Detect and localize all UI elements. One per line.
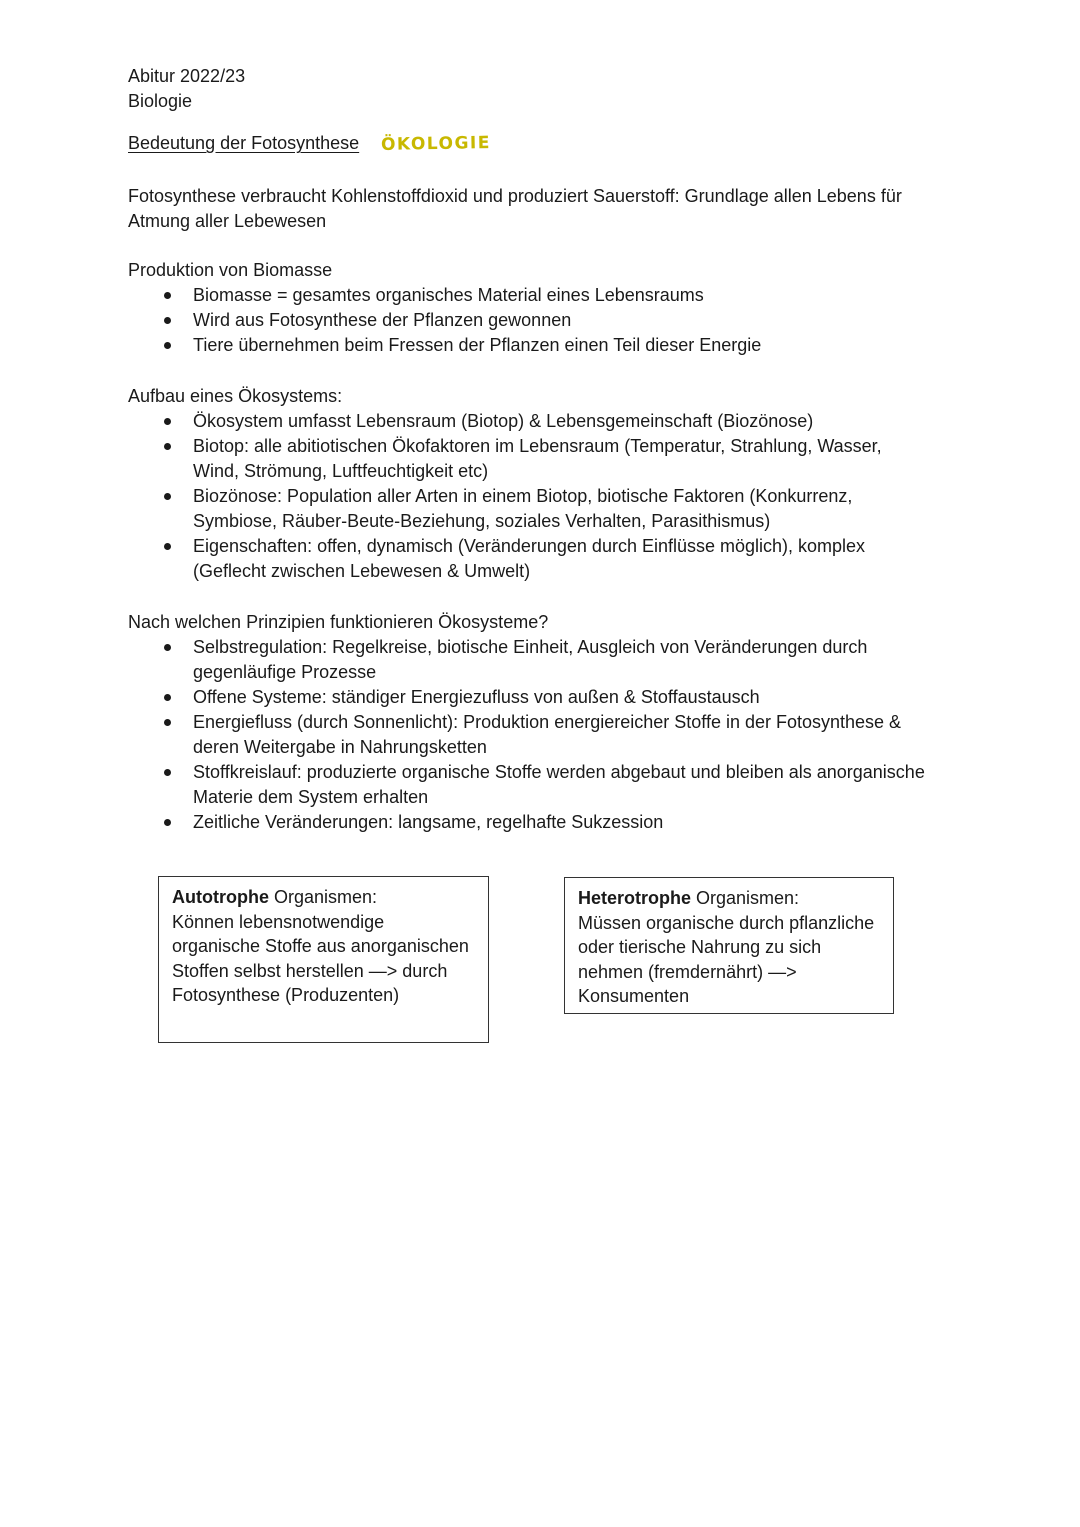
box-line: Müssen organische durch pflanzliche	[578, 912, 875, 933]
box-heading-rest: Organismen:	[268, 887, 378, 907]
list-item-text: Eigenschaften: offen, dynamisch (Veränderungen durch Einflüsse möglich), komplex	[193, 536, 866, 556]
list-item	[128, 685, 958, 710]
list-item-text: Ökosystem umfasst Lebensraum (Biotop) & Lebensgemeinschaft (Biozönose)	[193, 411, 814, 431]
list-item	[128, 409, 958, 434]
intro-line: Atmung aller Lebewesen	[128, 211, 327, 231]
list-item	[128, 760, 958, 810]
document-page	[128, 64, 958, 835]
list-item	[128, 534, 958, 584]
list-item	[128, 635, 958, 685]
list-item-text: deren Weitergabe in Nahrungsketten	[193, 737, 487, 757]
list-item-text: Tiere übernehmen beim Fressen der Pflanzen einen Teil dieser Energie	[193, 335, 762, 355]
box-line: Können lebensnotwendige	[172, 911, 385, 932]
box-heading-bold: Heterotrophe	[578, 888, 692, 908]
section-prinzipien	[128, 610, 958, 835]
section-heading: Nach welchen Prinzipien funktionieren Ökosysteme?	[128, 612, 549, 632]
box-line: Stoffen selbst herstellen —> durch	[172, 960, 448, 981]
section-biomasse	[128, 258, 958, 358]
box-heading	[578, 886, 880, 911]
list-item-text: Biotop: alle abitiotischen Ökofaktoren im Lebensraum (Temperatur, Strahlung, Wasser,	[193, 436, 882, 456]
list-item-text: Selbstregulation: Regelkreise, biotische Einheit, Ausgleich von Veränderungen durch	[193, 637, 868, 657]
list-item	[128, 434, 958, 484]
document-header	[128, 64, 958, 114]
list-item-text: Materie dem System erhalten	[193, 787, 429, 807]
list-item	[128, 283, 958, 308]
title-row	[128, 131, 958, 157]
page-title: Bedeutung der Fotosynthese	[128, 133, 360, 153]
list-item-text: Energiefluss (durch Sonnenlicht): Produktion energiereicher Stoffe in der Fotosynthese &	[193, 712, 902, 732]
box-line: Fotosynthese (Produzenten)	[172, 985, 400, 1005]
list-item	[128, 810, 958, 835]
list-item	[128, 308, 958, 333]
intro-paragraph	[128, 184, 958, 234]
list-item-text: Zeitliche Veränderungen: langsame, regelhafte Sukzession	[193, 812, 664, 832]
bullet-list	[128, 409, 958, 584]
header-line-exam: Abitur 2022/23	[128, 66, 246, 86]
intro-line: Fotosynthese verbraucht Kohlenstoffdioxid und produziert Sauerstoff: Grundlage allen Lebens für	[128, 186, 902, 206]
box-heading-rest: Organismen:	[691, 888, 800, 908]
box-autotroph	[158, 876, 489, 1043]
list-item-text: Symbiose, Räuber-Beute-Beziehung, soziales Verhalten, Parasithismus)	[193, 511, 771, 531]
bullet-list	[128, 635, 958, 835]
list-item-text: Wind, Strömung, Luftfeuchtigkeit etc)	[193, 461, 489, 481]
list-item-text: Biozönose: Population aller Arten in einem Biotop, biotische Faktoren (Konkurrenz,	[193, 486, 853, 506]
list-item-text: gegenläufige Prozesse	[193, 662, 377, 682]
box-line: oder tierische Nahrung zu sich	[578, 937, 822, 957]
section-heading: Produktion von Biomasse	[128, 260, 333, 280]
bullet-list	[128, 283, 958, 358]
definition-boxes	[158, 876, 898, 1046]
list-item	[128, 333, 958, 358]
topic-tag: ÖKOLOGIE	[380, 133, 492, 155]
header-line-subject: Biologie	[128, 91, 193, 111]
list-item	[128, 710, 958, 760]
section-heading: Aufbau eines Ökosystems:	[128, 386, 343, 406]
list-item-text: Biomasse = gesamtes organisches Material eines Lebensraums	[193, 285, 704, 305]
list-item-text: (Geflecht zwischen Lebewesen & Umwelt)	[193, 561, 531, 581]
section-aufbau	[128, 384, 958, 584]
list-item-text: Offene Systeme: ständiger Energiezufluss von außen & Stoffaustausch	[193, 687, 760, 707]
box-line: organische Stoffe aus anorganischen	[172, 936, 469, 956]
list-item-text: Stoffkreislauf: produzierte organische Stoffe werden abgebaut und bleiben als anorganische	[193, 762, 925, 782]
box-line: nehmen (fremdernährt) —>	[578, 961, 797, 982]
box-line: Konsumenten	[578, 986, 690, 1006]
box-heading	[172, 885, 475, 910]
list-item-text: Wird aus Fotosynthese der Pflanzen gewonnen	[193, 310, 572, 330]
box-heterotroph	[564, 877, 894, 1014]
list-item	[128, 484, 958, 534]
box-heading-bold: Autotrophe	[172, 887, 269, 907]
